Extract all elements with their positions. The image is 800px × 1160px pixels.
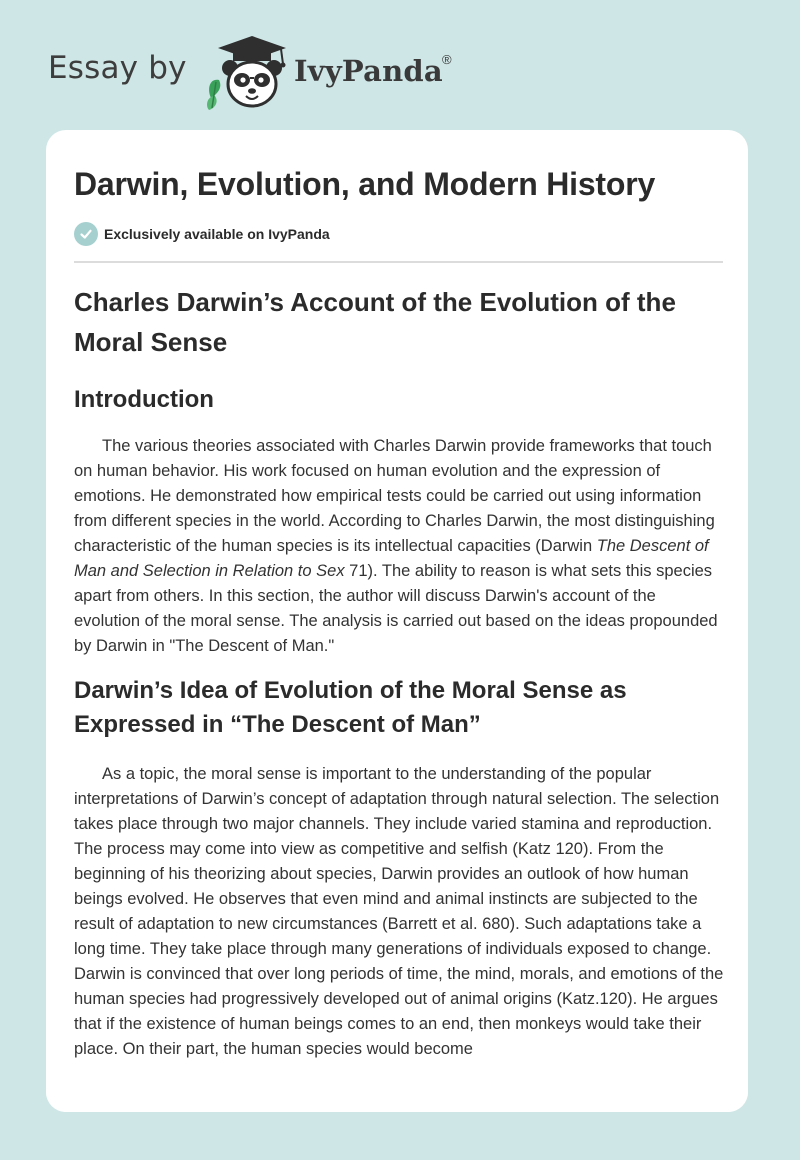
essay-card <box>46 130 748 1112</box>
title-divider <box>74 261 723 263</box>
essay-heading: Charles Darwin’s Account of the Evolution of the Moral Sense <box>74 287 676 357</box>
check-icon <box>74 222 98 246</box>
section-paragraph: As a topic, the moral sense is important to the understanding of the popular interpretations of Darwin’s concept of adaptation through natural selection. The selection takes place through two major channels. They include varied stamina and reproduction. The process may come into view as competitive and selfish (Katz 120). From the beginning of his theorizing about species, Darwin provides an outlook of how human beings evolved. He observes that even mind and animal instincts are subjected to the result of adaptation to new circumstances (Barrett et al. 680). Such adaptations take a long time. They take place through many generations of individuals exposed to change. Darwin is convinced that over long periods of time, the mind, morals, and emotions of the human species had progressively developed out of animal origins (Katz.120). He argues that if the existence of human beings comes to an end, then monkeys would take their place. On their part, the human species would become <box>74 765 724 1058</box>
intro-paragraph <box>74 434 724 659</box>
intro-heading: Introduction <box>74 386 214 413</box>
book-title: The Descent of Man and Selection in Relation to Sex <box>74 537 709 580</box>
exclusive-badge <box>74 222 330 246</box>
brand-prefix: Essay by <box>48 50 187 86</box>
essay-title: Darwin, Evolution, and Modern History <box>74 166 656 202</box>
panda-logo-icon <box>203 34 293 110</box>
intro-text-before: The various theories associated with Charles Darwin provide frameworks that touch on human behavior. His work focused on human evolution and the expression of emotions. He demonstrated how empirical tests could be carried out using information from different species in the world. According to Charles Darwin, the most distinguishing characteristic of the human species is its intellectual capacities (Darwin <box>74 437 715 555</box>
brand-name: IvyPanda <box>294 54 443 88</box>
registered-mark: ® <box>442 52 452 67</box>
badge-label: Exclusively available on IvyPanda <box>104 226 330 242</box>
intro-text-after: 71). The ability to reason is what sets this species apart from others. In this section, the author will discuss Darwin's account of the evolution of the moral sense. The analysis is carried out based on the ideas propounded by Darwin in "The Descent of Man." <box>74 562 718 655</box>
section-heading: Darwin’s Idea of Evolution of the Moral Sense as Expressed in “The Descent of Man” <box>74 677 627 738</box>
content-cutoff <box>46 1060 748 1112</box>
brand-header <box>48 32 508 110</box>
